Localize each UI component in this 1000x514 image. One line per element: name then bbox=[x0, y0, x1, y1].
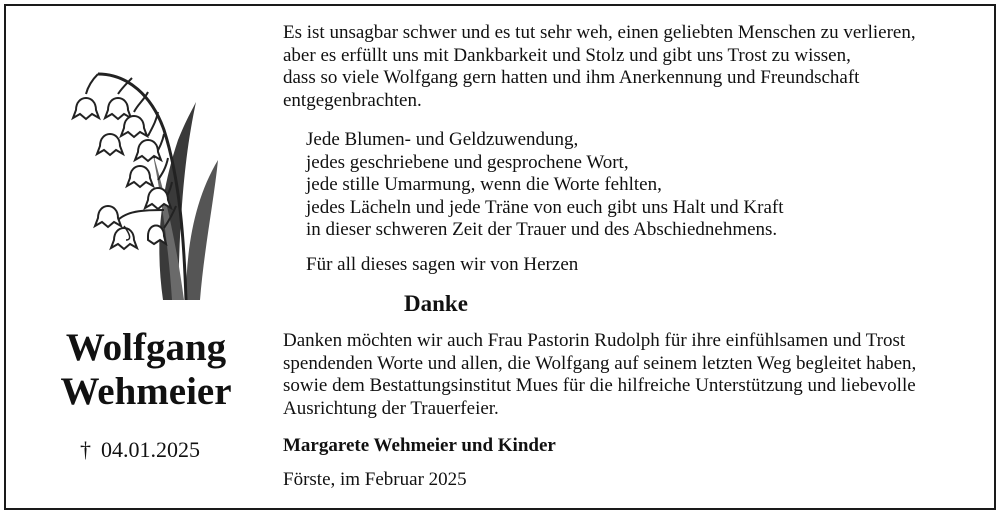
place-date: Förste, im Februar 2025 bbox=[283, 469, 467, 490]
signature: Margarete Wehmeier und Kinder bbox=[283, 435, 556, 456]
death-date: 04.01.2025 bbox=[101, 437, 200, 462]
text-line: sowie dem Bestattungsinstitut Mues für die hilfreiche Unterstützung und liebevolle bbox=[283, 375, 916, 396]
text-line: jede stille Umarmung, wenn die Worte fehlten, bbox=[306, 174, 662, 195]
text-line: spendenden Worte und allen, die Wolfgang auf seinem letzten Weg begleitet haben, bbox=[283, 352, 917, 374]
lily-of-the-valley-icon bbox=[68, 50, 228, 300]
name-last: Wehmeier bbox=[60, 370, 232, 413]
name-first: Wolfgang bbox=[65, 326, 227, 369]
text-line: in dieser schweren Zeit der Trauer und des Abschiednehmens. bbox=[306, 219, 778, 240]
text-line: aber es erfüllt uns mit Dankbarkeit und Stolz und gibt uns Trost zu wissen, bbox=[283, 44, 851, 66]
paragraph-from-heart: Für all dieses sagen wir von Herzen bbox=[306, 254, 579, 275]
text-line: jedes geschriebene und gesprochene Wort, bbox=[306, 151, 629, 173]
text-line: Danken möchten wir auch Frau Pastorin Rudolph für ihre einfühlsamen und Trost bbox=[283, 330, 906, 351]
text-line: Es ist unsagbar schwer und es tut sehr weh, einen geliebten Menschen zu verlieren, bbox=[283, 22, 916, 43]
paragraph-intro bbox=[283, 22, 983, 112]
paragraph-acknowledgements bbox=[283, 330, 983, 420]
deceased-name bbox=[40, 326, 252, 414]
text-line: dass so viele Wolfgang gern hatten und ihm Anerkennung und Freundschaft bbox=[283, 67, 860, 88]
text-line: entgegenbrachten. bbox=[283, 89, 422, 111]
cross-icon: † bbox=[80, 437, 91, 462]
text-line: Ausrichtung der Trauerfeier. bbox=[283, 397, 499, 419]
death-date-row bbox=[80, 436, 200, 464]
thanks-heading: Danke bbox=[404, 291, 468, 316]
paragraph-gratitude-list bbox=[306, 129, 1000, 242]
text-line: Jede Blumen- und Geldzuwendung, bbox=[306, 129, 579, 150]
left-column bbox=[0, 0, 280, 514]
text-line: jedes Lächeln und jede Träne von euch gibt uns Halt und Kraft bbox=[306, 196, 784, 218]
